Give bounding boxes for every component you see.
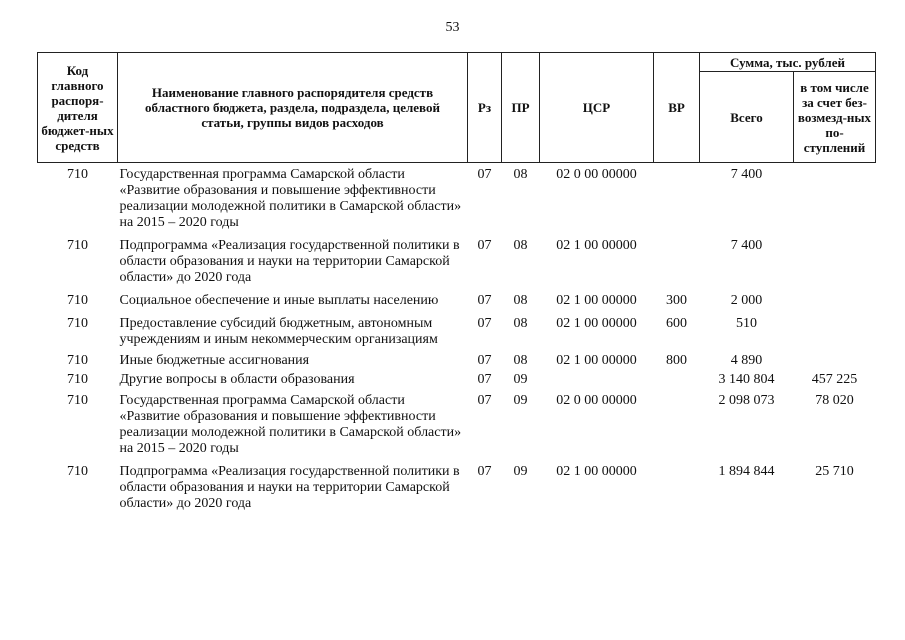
table-row: [38, 289, 876, 312]
cell-csr: 02 1 00 00000: [556, 238, 637, 253]
cell-pr: 09: [513, 464, 528, 479]
cell-csr: 02 0 00 00000: [556, 393, 637, 408]
cell-rz: 07: [477, 353, 492, 368]
cell-csr: 02 1 00 00000: [556, 353, 637, 368]
cell-grant: 78 020: [815, 393, 854, 408]
cell-name: Подпрограмма «Реализация государственной политики в области образования и науки на территории Самарской области» до 2020 года: [119, 238, 460, 285]
cell-rz: 07: [477, 393, 492, 408]
header-csr: ЦСР: [540, 53, 654, 163]
cell-code: 710: [67, 238, 88, 253]
table-row: [38, 234, 876, 289]
cell-name: Государственная программа Самарской области «Развитие образования и повышение эффективности реализации молодежной политики в Самарской области» на 2015 – 2020 годы: [119, 393, 462, 456]
cell-code: 710: [67, 372, 88, 387]
cell-name: Иные бюджетные ассигнования: [119, 353, 310, 368]
cell-name: Предоставление субсидий бюджетным, автономным учреждениям и иным некоммерческим организациям: [119, 316, 438, 347]
header-rz: Рз: [468, 53, 502, 163]
cell-code: 710: [67, 316, 88, 331]
cell-total: 7 400: [730, 167, 763, 182]
cell-vr: 800: [666, 353, 687, 368]
cell-csr: 02 1 00 00000: [556, 464, 637, 479]
cell-rz: 07: [477, 238, 492, 253]
cell-rz: 07: [477, 293, 492, 308]
cell-csr: [540, 370, 654, 389]
page-number: 53: [445, 20, 460, 35]
cell-csr: 02 0 00 00000: [556, 167, 637, 182]
cell-vr: [654, 234, 700, 289]
cell-vr: [654, 370, 700, 389]
cell-code: 710: [67, 293, 88, 308]
cell-rz: 07: [477, 372, 492, 387]
budget-table: [37, 52, 876, 515]
cell-total: 510: [736, 316, 757, 331]
table-row: [38, 460, 876, 515]
cell-code: 710: [67, 167, 88, 182]
cell-grant: [794, 289, 876, 312]
cell-total: 4 890: [730, 353, 763, 368]
cell-csr: 02 1 00 00000: [556, 316, 637, 331]
cell-pr: 09: [513, 393, 528, 408]
cell-vr: 300: [666, 293, 687, 308]
cell-code: 710: [67, 393, 88, 408]
header-grant: в том числе за счет без-возмезд-ных по-ступлений: [794, 72, 876, 163]
table-row: [38, 389, 876, 460]
table-row: [38, 163, 876, 235]
cell-total: 2 000: [730, 293, 763, 308]
cell-rz: 07: [477, 316, 492, 331]
table-row: [38, 312, 876, 351]
header-pr: ПР: [502, 53, 540, 163]
table-row: [38, 370, 876, 389]
cell-name: Социальное обеспечение и иные выплаты населению: [119, 293, 439, 308]
cell-pr: 08: [513, 167, 528, 182]
table-header: [38, 53, 876, 163]
cell-rz: 07: [477, 167, 492, 182]
cell-vr: [654, 389, 700, 460]
cell-pr: 08: [513, 238, 528, 253]
cell-rz: 07: [477, 464, 492, 479]
table-row: [38, 351, 876, 370]
table-body: [38, 163, 876, 516]
header-name: Наименование главного распорядителя средств областного бюджета, раздела, подраздела, целевой статьи, группы видов расходов: [118, 53, 468, 163]
cell-total: 3 140 804: [718, 372, 775, 387]
cell-pr: 08: [513, 353, 528, 368]
header-sum: Сумма, тыс. рублей: [700, 53, 876, 72]
cell-name: Подпрограмма «Реализация государственной политики в области образования и науки на территории Самарской области» до 2020 года: [119, 464, 460, 511]
header-total: Всего: [700, 72, 794, 163]
cell-grant: [794, 163, 876, 235]
cell-pr: 08: [513, 293, 528, 308]
cell-code: 710: [67, 464, 88, 479]
cell-vr: 600: [666, 316, 687, 331]
cell-grant: [794, 351, 876, 370]
cell-pr: 09: [513, 372, 528, 387]
cell-csr: 02 1 00 00000: [556, 293, 637, 308]
cell-pr: 08: [513, 316, 528, 331]
cell-total: 1 894 844: [718, 464, 775, 479]
cell-grant: 457 225: [811, 372, 858, 387]
cell-grant: [794, 312, 876, 351]
header-code: Код главного распоря-дителя бюджет-ных средств: [38, 53, 118, 163]
cell-vr: [654, 163, 700, 235]
cell-total: 7 400: [730, 238, 763, 253]
cell-total: 2 098 073: [718, 393, 775, 408]
cell-grant: [794, 234, 876, 289]
cell-name: Государственная программа Самарской области «Развитие образования и повышение эффективности реализации молодежной политики в Самарской области» на 2015 – 2020 годы: [119, 167, 462, 230]
cell-code: 710: [67, 353, 88, 368]
cell-vr: [654, 460, 700, 515]
header-vr: ВР: [654, 53, 700, 163]
cell-grant: 25 710: [815, 464, 854, 479]
cell-name: Другие вопросы в области образования: [119, 372, 355, 387]
